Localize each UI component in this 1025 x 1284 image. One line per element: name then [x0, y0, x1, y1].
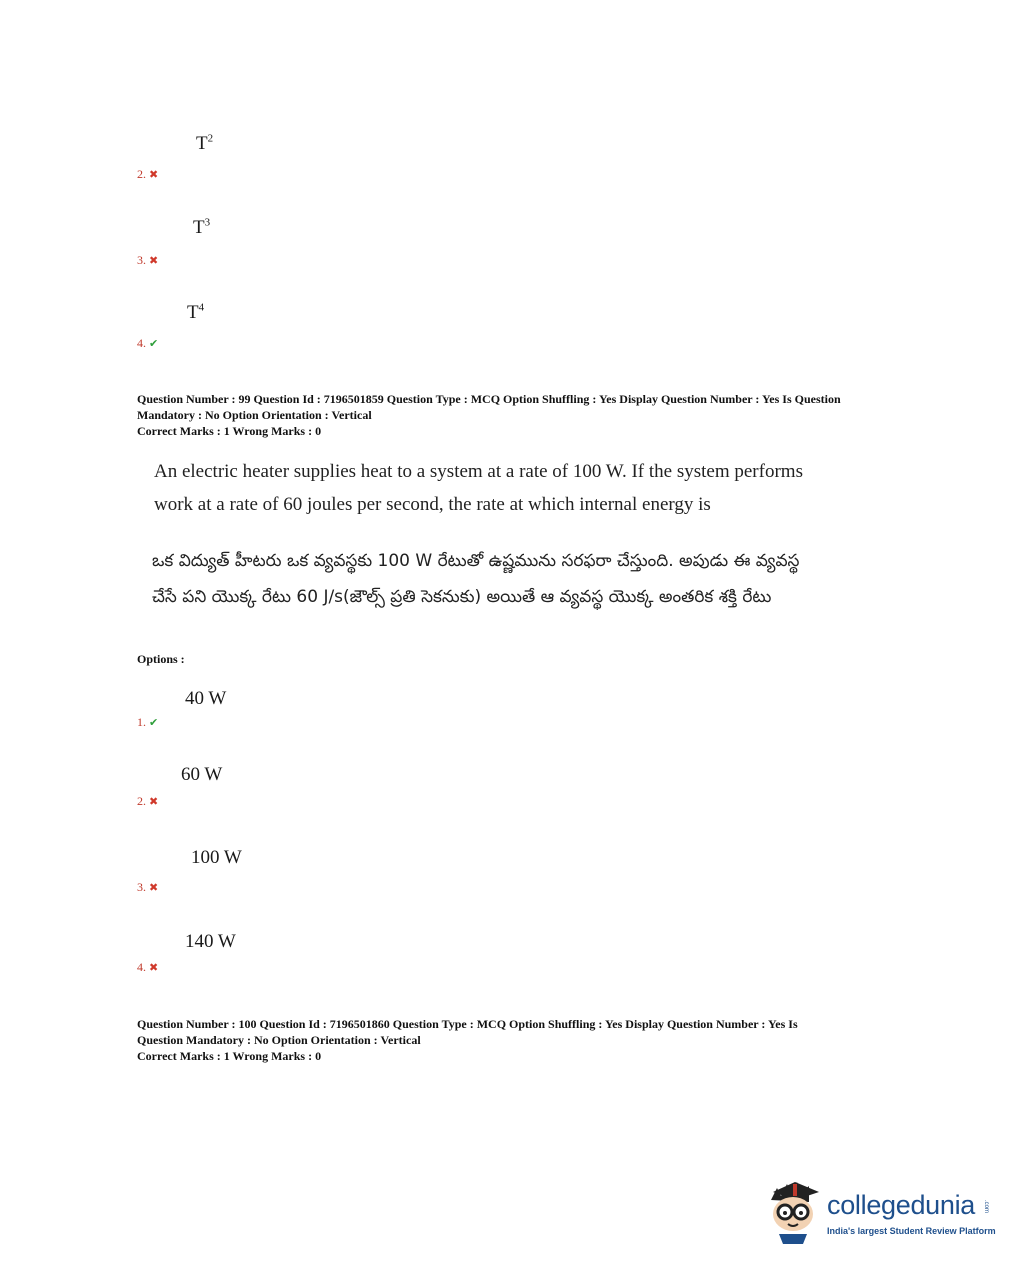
wrong-mark-icon: ✖	[149, 169, 159, 181]
correct-mark-icon: ✔	[149, 717, 159, 729]
option-value-1: 40 W	[185, 688, 227, 709]
option-value-prev-3: $T^3$	[193, 216, 211, 238]
option-number-prev-2: 2. ✖	[137, 167, 159, 181]
option-number-prev-3: 3. ✖	[137, 253, 159, 267]
option-number-3: 3. ✖	[137, 880, 159, 894]
wrong-mark-icon: ✖	[149, 962, 159, 974]
question-99-meta	[137, 391, 907, 439]
option-value-prev-4: $T^4$	[187, 301, 205, 323]
option-number-4: 4. ✖	[137, 960, 159, 974]
option-value-3: 100 W	[191, 847, 242, 868]
option-number-prev-4: 4. ✔	[137, 336, 159, 350]
question-text-line: work at a rate of 60 joules per second, the rate at which internal energy is	[154, 494, 711, 515]
wrong-mark-icon: ✖	[149, 882, 159, 894]
question-text-line: చేసే పని యొక్క రేటు 60 J/s(జౌల్స్ ప్రతి సెకనుకు) అయితే ఆ వ్యవస్థ యొక్క అంతరిక శక్తి రేటు	[152, 587, 772, 607]
meta-line: Correct Marks : 1 Wrong Marks : 0	[137, 1049, 322, 1063]
logo-dotcom: .com	[983, 1200, 989, 1214]
option-value-4: 140 W	[185, 931, 236, 952]
option-number-1: 1. ✔	[137, 715, 159, 729]
question-text-line: ఒక విద్యుత్ హీటరు ఒక వ్యవస్థకు 100 W రేటుతో ఉష్ణమును సరఫరా చేస్తుంది. అపుడు ఈ వ్యవస్థ	[152, 551, 800, 571]
meta-line: Mandatory : No Option Orientation : Vertical	[137, 408, 372, 422]
logo-wordmark: collegedunia	[827, 1190, 976, 1220]
meta-line: Question Number : 100 Question Id : 7196501860 Question Type : MCQ Option Shuffling : Yes Display Question Number : Yes Is	[137, 1017, 798, 1031]
question-99-text-telugu	[152, 543, 872, 615]
meta-line: Question Number : 99 Question Id : 7196501859 Question Type : MCQ Option Shuffling : Yes Display Question Number : Yes Is Question	[137, 392, 841, 406]
option-number-2: 2. ✖	[137, 794, 159, 808]
meta-line: Question Mandatory : No Option Orientation : Vertical	[137, 1033, 421, 1047]
question-text-line: An electric heater supplies heat to a system at a rate of 100 W. If the system performs	[154, 461, 803, 482]
correct-mark-icon: ✔	[149, 338, 159, 350]
mascot-icon	[763, 1178, 825, 1248]
wrong-mark-icon: ✖	[149, 255, 159, 267]
question-99-text-english	[154, 455, 854, 521]
collegedunia-logo[interactable]	[763, 1178, 995, 1248]
option-value-2: 60 W	[181, 764, 223, 785]
question-100-meta	[137, 1016, 907, 1064]
wrong-mark-icon: ✖	[149, 796, 159, 808]
option-value-prev-2: $T^2$	[196, 132, 214, 154]
meta-line: Correct Marks : 1 Wrong Marks : 0	[137, 424, 322, 438]
options-label: Options :	[137, 652, 185, 666]
logo-tagline: India's largest Student Review Platform	[827, 1226, 996, 1236]
